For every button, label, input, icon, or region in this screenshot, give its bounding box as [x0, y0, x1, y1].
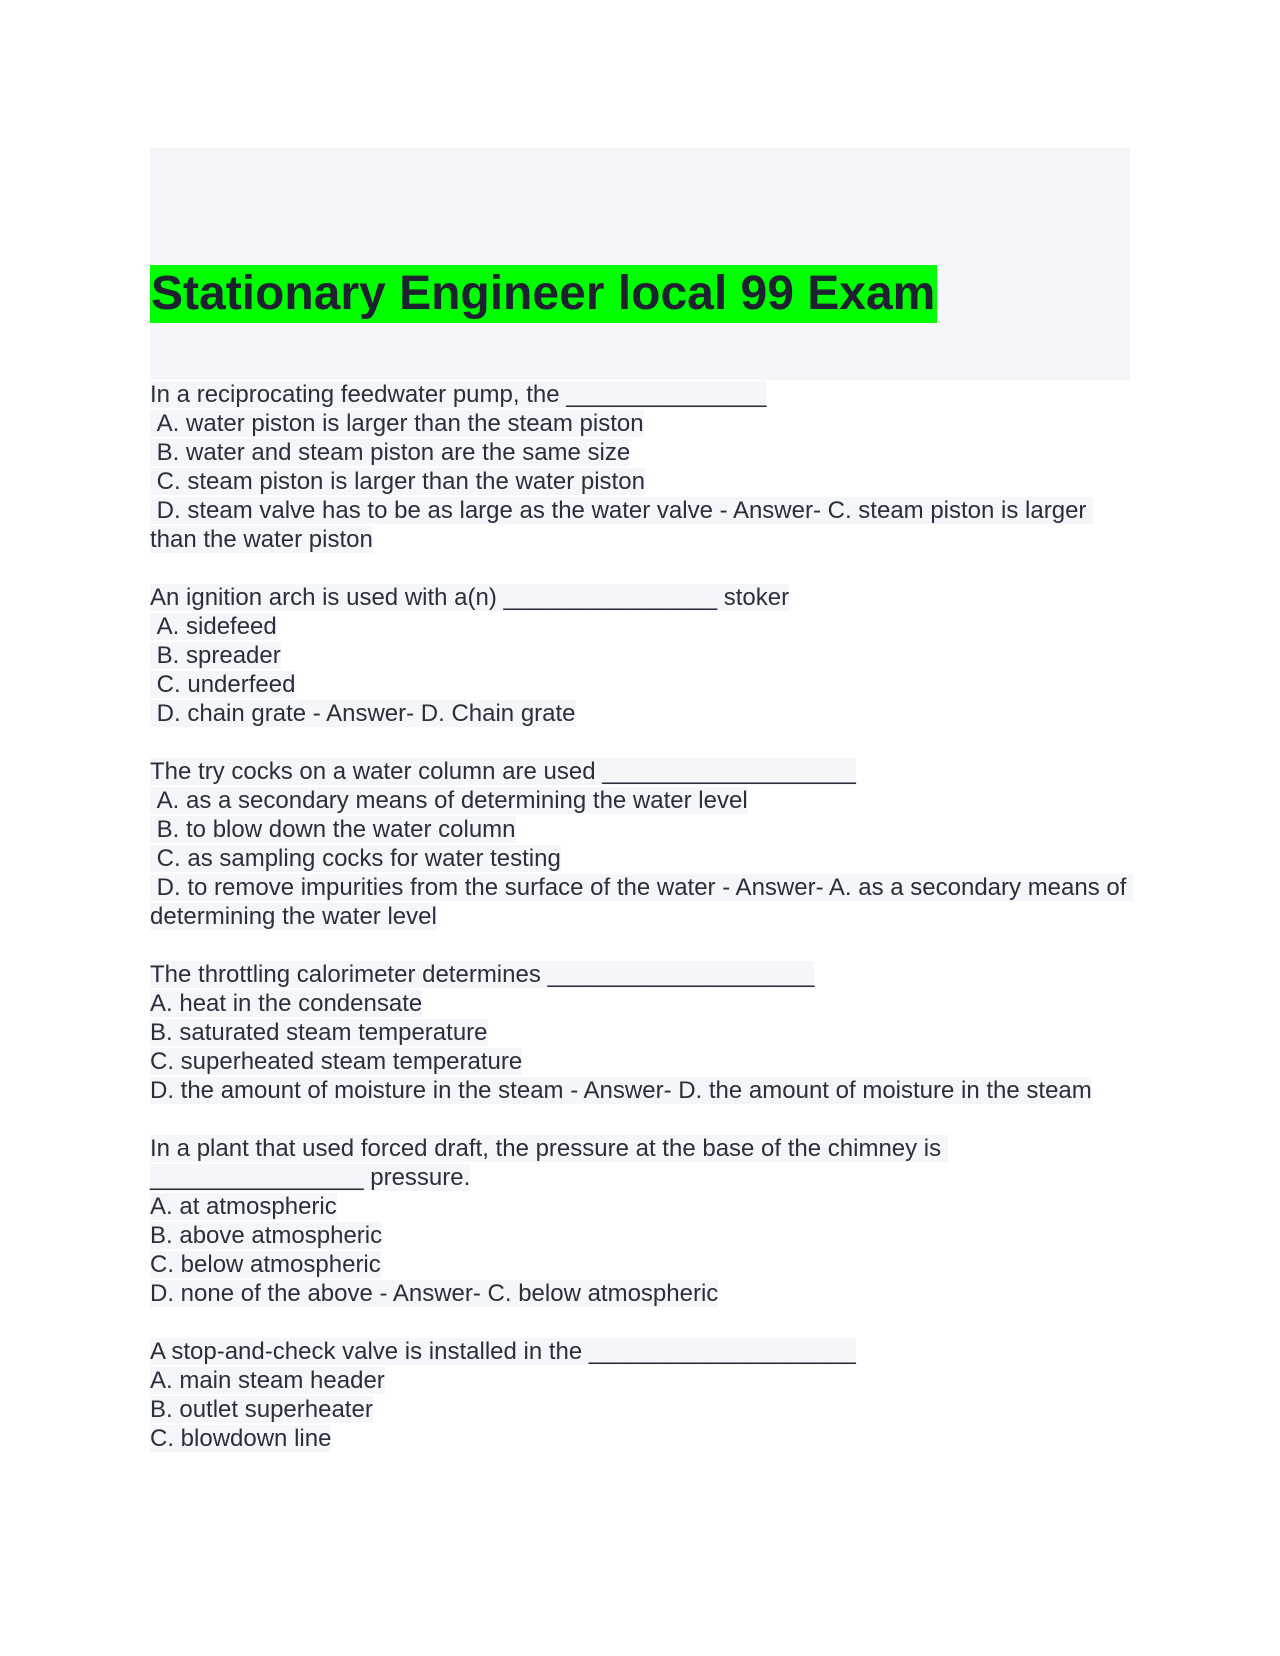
document-title: Stationary Engineer local 99 Exam	[150, 265, 937, 323]
question-stem: The try cocks on a water column are used ___________________	[150, 758, 856, 785]
question-list	[150, 380, 1134, 1453]
question-item	[150, 1134, 1130, 1308]
title-block	[150, 148, 1130, 380]
answer-option: C. superheated steam temperature	[150, 1048, 523, 1075]
answer-option: A. as a secondary means of determining the water level	[150, 787, 748, 814]
question-item	[150, 757, 1134, 931]
question-stem: In a reciprocating feedwater pump, the _______________	[150, 381, 767, 408]
answer-option: B. to blow down the water column	[150, 816, 516, 843]
question-item	[150, 1337, 1130, 1453]
answer-option-with-answer: D. to remove impurities from the surface of the water - Answer- A. as a secondary means of determining the water level	[150, 874, 1134, 930]
answer-option: A. water piston is larger than the steam piston	[150, 410, 644, 437]
answer-option: A. main steam header	[150, 1367, 385, 1394]
answer-option: B. outlet superheater	[150, 1396, 373, 1423]
question-stem: In a plant that used forced draft, the pressure at the base of the chimney is ________________ pressure.	[150, 1135, 948, 1191]
answer-option: A. at atmospheric	[150, 1193, 337, 1220]
question-item	[150, 960, 1130, 1105]
answer-option: B. water and steam piston are the same size	[150, 439, 631, 466]
answer-option: C. blowdown line	[150, 1425, 332, 1452]
question-item	[150, 380, 1130, 554]
answer-option: B. spreader	[150, 642, 281, 669]
answer-option-with-answer: D. steam valve has to be as large as the water valve - Answer- C. steam piston is larger than the water piston	[150, 497, 1094, 553]
answer-option: C. underfeed	[150, 671, 296, 698]
answer-option: A. heat in the condensate	[150, 990, 423, 1017]
answer-option-with-answer: D. the amount of moisture in the steam - Answer- D. the amount of moisture in the steam	[150, 1077, 1092, 1104]
answer-option: C. below atmospheric	[150, 1251, 381, 1278]
document-page	[150, 148, 1134, 1482]
answer-option: B. above atmospheric	[150, 1222, 383, 1249]
question-stem: The throttling calorimeter determines ____________________	[150, 961, 815, 988]
answer-option: B. saturated steam temperature	[150, 1019, 488, 1046]
answer-option: C. as sampling cocks for water testing	[150, 845, 561, 872]
answer-option: C. steam piston is larger than the water piston	[150, 468, 645, 495]
answer-option-with-answer: D. none of the above - Answer- C. below atmospheric	[150, 1280, 719, 1307]
question-stem: An ignition arch is used with a(n) ________________ stoker	[150, 584, 790, 611]
question-stem: A stop-and-check valve is installed in the ____________________	[150, 1338, 856, 1365]
answer-option: A. sidefeed	[150, 613, 277, 640]
question-item	[150, 583, 1130, 728]
answer-option-with-answer: D. chain grate - Answer- D. Chain grate	[150, 700, 576, 727]
